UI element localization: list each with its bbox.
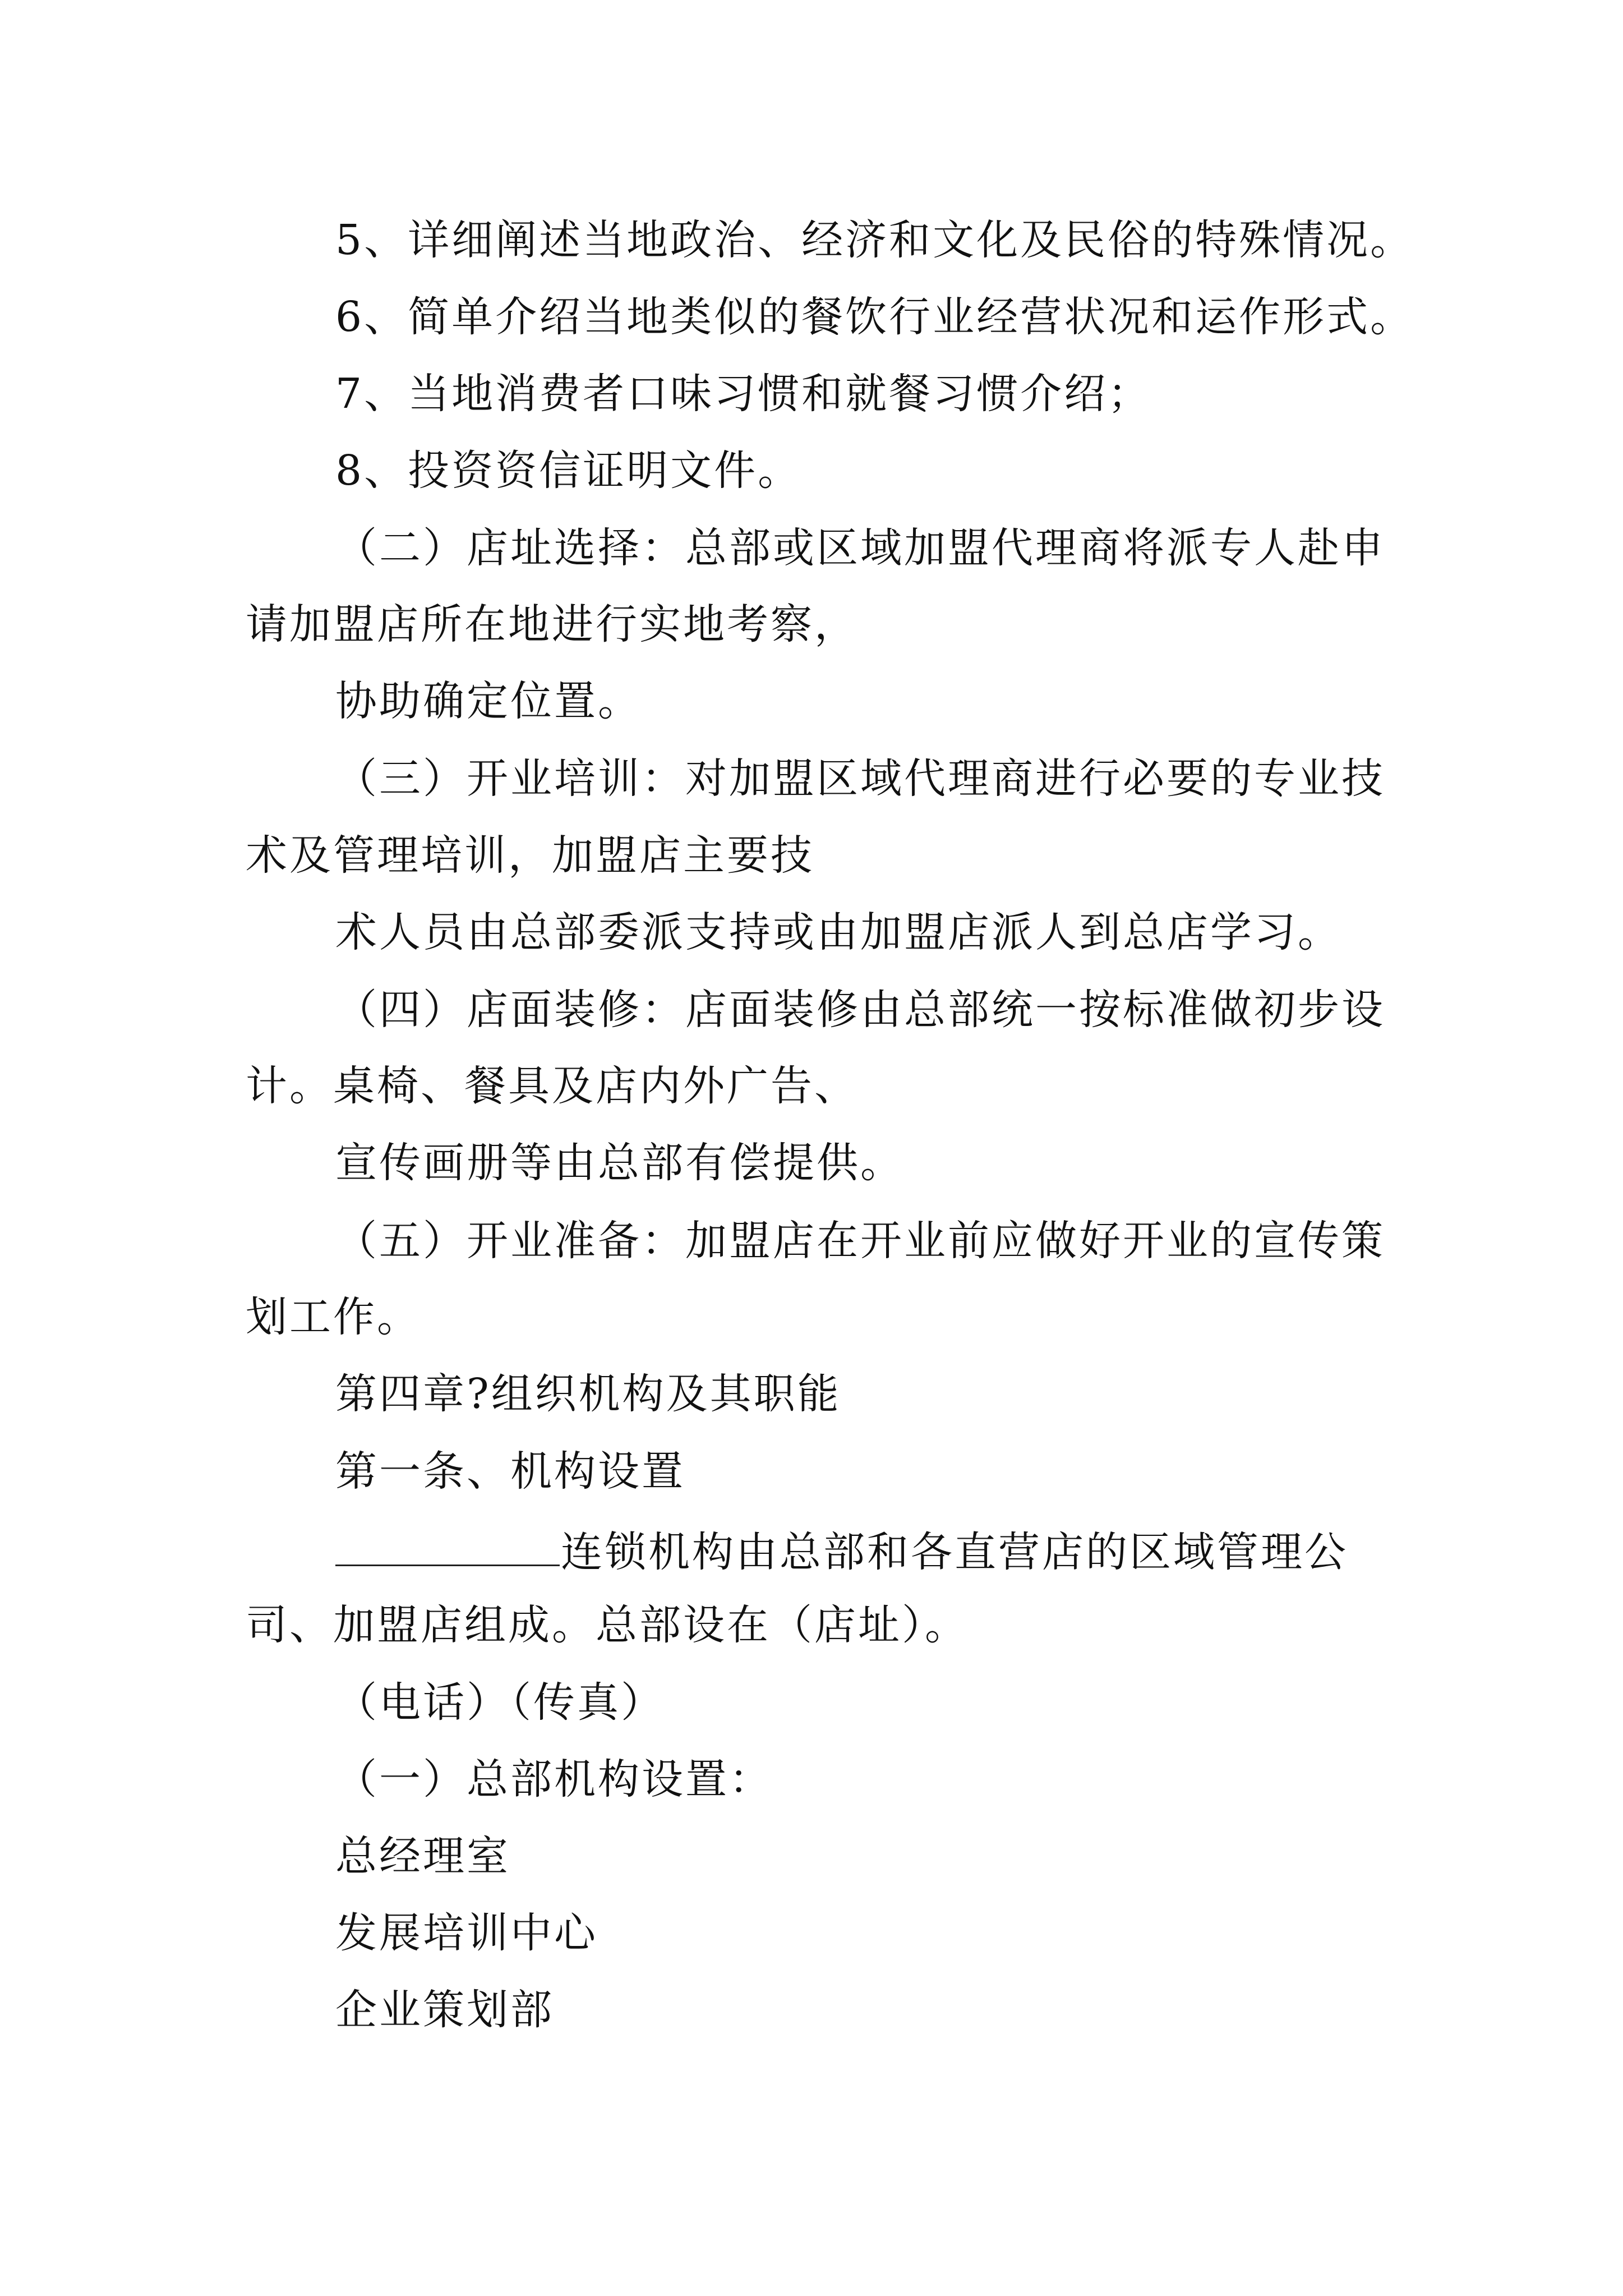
text-line-12: 计。桌椅、餐具及店内外广告、	[246, 1062, 858, 1110]
text-line-18-text: 连锁机构由总部和各直营店的区域管理公	[561, 1528, 1348, 1576]
text-line-19: 司、加盟店组成。总部设在（店址）。	[246, 1601, 969, 1649]
text-line-21: （一）总部机构设置：	[335, 1755, 773, 1803]
text-line-13: 宣传画册等由总部有偿提供。	[335, 1139, 904, 1187]
text-line-20: （电话）（传真）	[335, 1678, 665, 1727]
text-line-3: 7、当地消费者口味习惯和就餐习惯介绍；	[335, 370, 1152, 418]
text-line-23: 发展培训中心	[335, 1909, 598, 1957]
text-line-7: 协助确定位置。	[335, 677, 642, 725]
fill-in-blank	[335, 1523, 560, 1566]
text-line-8: （三）开业培训：对加盟区域代理商进行必要的专业技	[335, 754, 1385, 803]
text-line-6: 请加盟店所在地进行实地考察，	[246, 600, 858, 648]
text-line-24: 企业策划部	[335, 1986, 554, 2034]
text-line-9: 术及管理培训，加盟店主要技	[246, 831, 814, 880]
text-line-2: 6、简单介绍当地类似的餐饮行业经营状况和运作形式。	[335, 293, 1414, 341]
text-line-1: 5、详细阐述当地政治、经济和文化及民俗的特殊情况。	[335, 216, 1414, 264]
chapter-heading: 第四章?组织机构及其职能	[335, 1370, 841, 1418]
text-line-4: 8、投资资信证明文件。	[335, 447, 802, 495]
text-line-10: 术人员由总部委派支持或由加盟店派人到总店学习。	[335, 908, 1341, 956]
text-line-22: 总经理室	[335, 1832, 510, 1880]
text-line-14: （五）开业准备：加盟店在开业前应做好开业的宣传策	[335, 1217, 1385, 1265]
article-heading: 第一条、机构设置	[335, 1447, 685, 1496]
text-line-15: 划工作。	[246, 1293, 421, 1341]
text-line-11: （四）店面装修：店面装修由总部统一按标准做初步设	[335, 986, 1385, 1034]
text-line-18	[335, 1523, 1348, 1577]
text-line-5: （二）店址选择：总部或区域加盟代理商将派专人赴申	[335, 524, 1385, 572]
